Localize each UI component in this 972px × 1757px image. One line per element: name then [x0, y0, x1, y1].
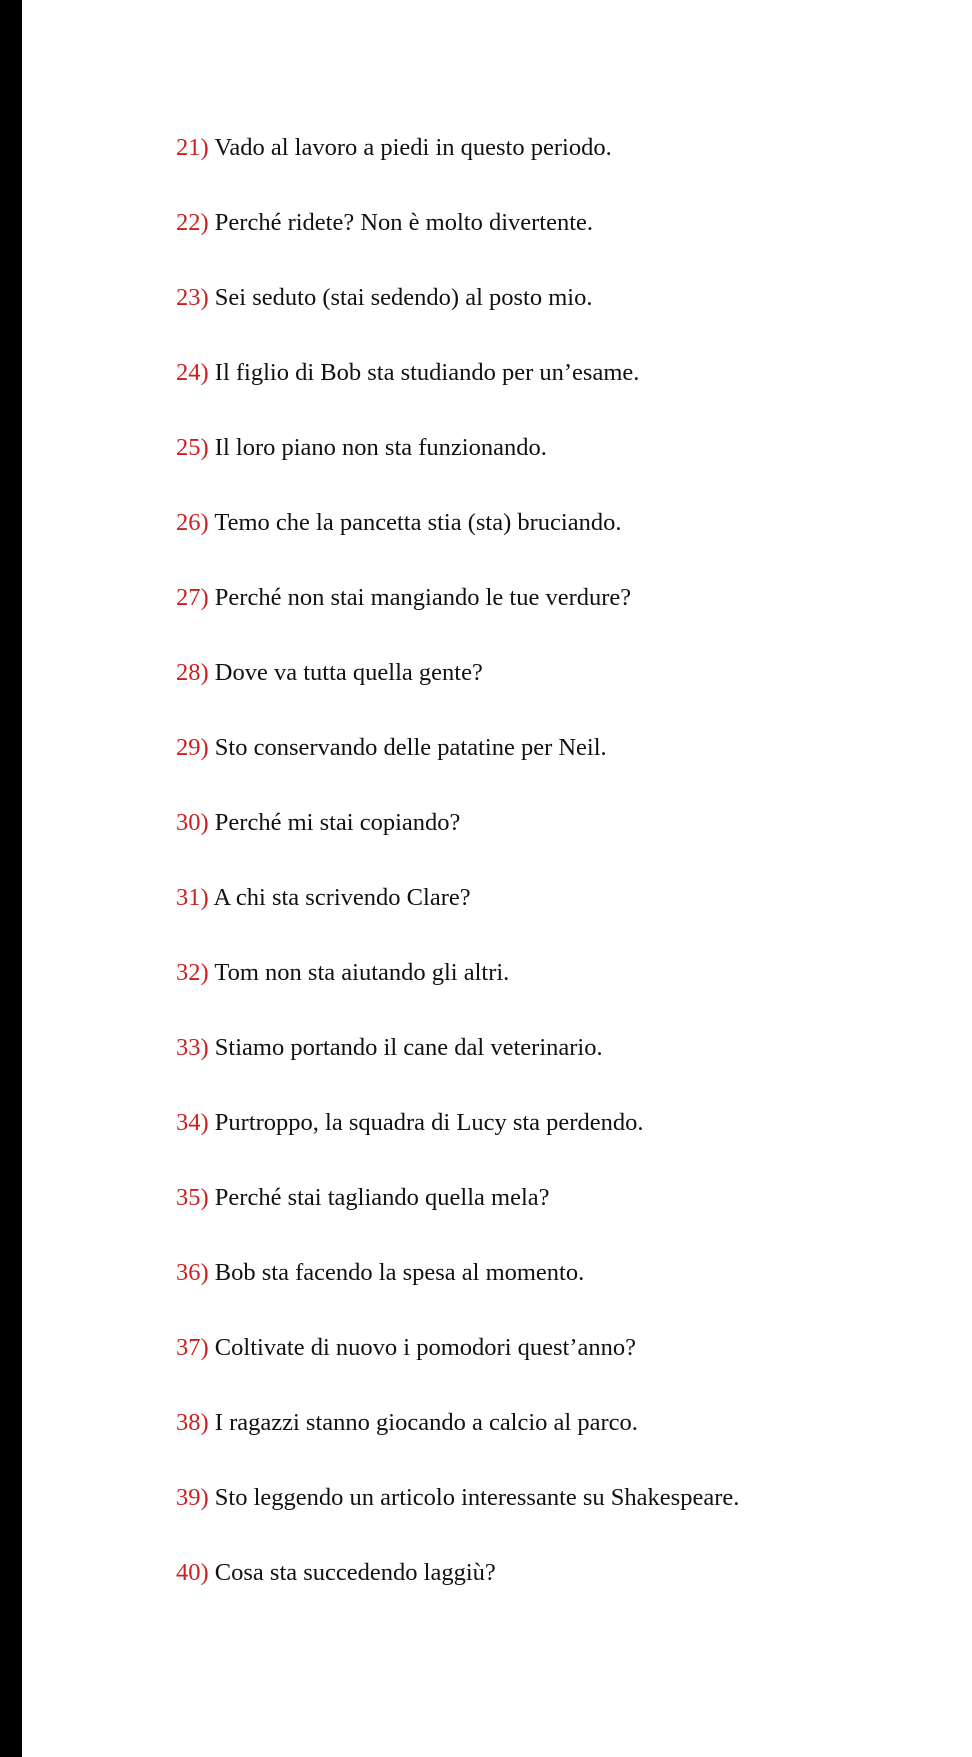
item-number: 37)	[176, 1334, 209, 1361]
sentence-item	[176, 733, 607, 763]
item-number: 27)	[176, 584, 209, 611]
item-text: Dove va tutta quella gente?	[208, 659, 483, 686]
item-text: Cosa sta succedendo laggiù?	[208, 1559, 496, 1586]
sentence-item	[176, 1558, 496, 1588]
item-text: Temo che la pancetta stia (sta) bruciando.	[208, 509, 622, 536]
item-number: 25)	[176, 434, 209, 461]
sentence-item	[176, 1408, 638, 1438]
item-number: 22)	[176, 209, 209, 236]
sentence-item	[176, 283, 592, 313]
sentence-item	[176, 358, 639, 388]
item-number: 34)	[176, 1109, 209, 1136]
sentence-item	[176, 433, 547, 463]
sentence-item	[176, 808, 460, 838]
item-number: 32)	[176, 959, 209, 986]
item-number: 31)	[176, 884, 209, 911]
item-text: Perché ridete? Non è molto divertente.	[208, 209, 594, 236]
sentence-item	[176, 1333, 636, 1363]
sentence-item	[176, 1108, 643, 1138]
item-number: 26)	[176, 509, 209, 536]
sentence-item	[176, 208, 593, 238]
item-number: 24)	[176, 359, 209, 386]
item-number: 30)	[176, 809, 209, 836]
sentence-item	[176, 1483, 739, 1513]
sentence-item	[176, 508, 621, 538]
sentence-item	[176, 883, 471, 913]
item-text: Stiamo portando il cane dal veterinario.	[208, 1034, 603, 1061]
item-number: 38)	[176, 1409, 209, 1436]
item-number: 29)	[176, 734, 209, 761]
item-text: Sei seduto (stai sedendo) al posto mio.	[208, 284, 593, 311]
item-number: 40)	[176, 1559, 209, 1586]
item-text: Bob sta facendo la spesa al momento.	[208, 1259, 585, 1286]
item-text: Purtroppo, la squadra di Lucy sta perdendo.	[208, 1109, 644, 1136]
item-text: Vado al lavoro a piedi in questo periodo.	[208, 134, 612, 161]
item-text: Coltivate di nuovo i pomodori quest’anno?	[208, 1334, 636, 1361]
item-text: A chi sta scrivendo Clare?	[208, 884, 471, 911]
item-number: 23)	[176, 284, 209, 311]
item-number: 39)	[176, 1484, 209, 1511]
sentence-item	[176, 1033, 603, 1063]
item-text: Sto conservando delle patatine per Neil.	[208, 734, 607, 761]
document-page	[22, 0, 972, 1757]
sentence-item	[176, 1258, 584, 1288]
sentence-item	[176, 1183, 550, 1213]
item-text: Il loro piano non sta funzionando.	[208, 434, 547, 461]
item-number: 35)	[176, 1184, 209, 1211]
sentence-item	[176, 133, 612, 163]
item-text: Il figlio di Bob sta studiando per un’esame.	[208, 359, 640, 386]
sentence-item	[176, 583, 631, 613]
item-number: 36)	[176, 1259, 209, 1286]
sentence-item	[176, 958, 509, 988]
item-text: Perché non stai mangiando le tue verdure?	[208, 584, 632, 611]
item-text: Tom non sta aiutando gli altri.	[208, 959, 510, 986]
item-number: 28)	[176, 659, 209, 686]
item-text: Perché mi stai copiando?	[208, 809, 461, 836]
item-text: Perché stai tagliando quella mela?	[208, 1184, 550, 1211]
sentence-item	[176, 658, 483, 688]
item-text: Sto leggendo un articolo interessante su Shakespeare.	[208, 1484, 740, 1511]
item-number: 21)	[176, 134, 209, 161]
item-number: 33)	[176, 1034, 209, 1061]
item-text: I ragazzi stanno giocando a calcio al parco.	[208, 1409, 638, 1436]
